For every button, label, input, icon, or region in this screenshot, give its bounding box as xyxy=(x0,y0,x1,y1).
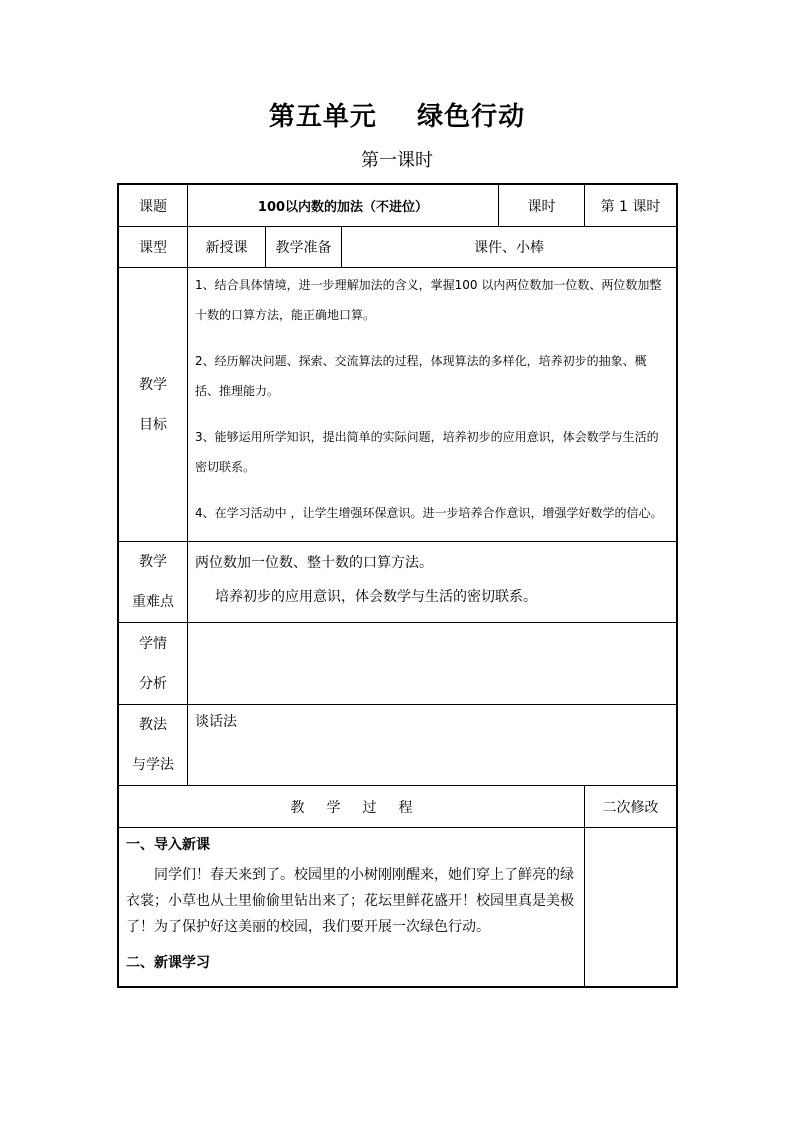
objectives-row xyxy=(119,268,676,542)
keypoints-label xyxy=(119,542,188,622)
topic-label: 课题 xyxy=(119,185,188,226)
analysis-row xyxy=(119,623,676,705)
method-label xyxy=(119,705,188,785)
unit-title: 第五单元 绿色行动 xyxy=(268,102,526,132)
keypoints-label-line2: 重难点 xyxy=(132,594,174,610)
objectives-label-line1: 教学 xyxy=(139,376,167,393)
objectives-content xyxy=(188,268,676,541)
keypoints-row xyxy=(119,542,676,623)
period-value: 第 1 课时 xyxy=(600,198,661,215)
analysis-content xyxy=(188,623,676,704)
process-label: 教学过程 xyxy=(290,799,435,816)
lesson-type-value: 新授课 xyxy=(188,227,266,267)
revision-content xyxy=(585,828,676,986)
lesson-type-label: 课型 xyxy=(119,227,188,267)
prep-label: 教学准备 xyxy=(266,227,342,267)
prep-value: 课件、小棒 xyxy=(474,240,544,256)
method-row xyxy=(119,705,676,786)
objective-item: 3、能够运用所学知识，提出简单的实际问题，培养初步的应用意识，体会数学与生活的密切联系。 xyxy=(195,430,659,474)
process-content xyxy=(119,828,585,986)
process-header-row xyxy=(119,786,676,828)
topic-value: 100以内数的加法（不进位） xyxy=(188,185,499,226)
analysis-label xyxy=(119,623,188,704)
method-content: 谈话法 xyxy=(195,714,237,730)
keypoints-label-line1: 教学 xyxy=(139,554,167,570)
lesson-subtitle: 第一课时 xyxy=(361,150,433,171)
process-content-row xyxy=(119,828,676,986)
section-new-lesson-title: 二、新课学习 xyxy=(126,955,210,971)
lesson-plan-table xyxy=(117,183,678,988)
objectives-label xyxy=(119,268,188,541)
objective-item: 2、经历解决问题、探索、交流算法的过程，体现算法的多样化，培养初步的抽象、概括、推理能力。 xyxy=(195,354,647,398)
analysis-label-line2: 分析 xyxy=(139,675,167,692)
objective-item: 4、在学习活动中 ，让学生增强环保意识。进一步培养合作意识，增强学好数学的信心。 xyxy=(195,506,663,520)
lesson-type-row xyxy=(119,227,676,268)
keypoints-content xyxy=(188,542,676,622)
period-label: 课时 xyxy=(499,185,585,226)
objective-item: 1、结合具体情境，进一步理解加法的含义，掌握100 以内两位数加一位数、两位数加整十数的口算方法，能正确地口算。 xyxy=(195,278,662,322)
objectives-label-line2: 目标 xyxy=(139,416,167,433)
analysis-label-line1: 学情 xyxy=(139,635,167,652)
revision-label: 二次修改 xyxy=(602,799,659,816)
method-label-line1: 教法 xyxy=(139,717,167,733)
section-intro-text: 同学们！春天来到了。校园里的小树刚刚醒来，她们穿上了鲜亮的绿衣裳；小草也从土里偷偷里钻出来了；花坛里鲜花盛开！校园里真是美极了！为了保护好这美丽的校园，我们要开展一次绿色行动。 xyxy=(126,867,574,935)
keypoint-secondary: 培养初步的应用意识，体会数学与生活的密切联系。 xyxy=(215,589,537,605)
section-intro-title: 一、导入新课 xyxy=(126,837,210,853)
topic-row xyxy=(119,185,676,227)
method-label-line2: 与学法 xyxy=(132,757,174,773)
keypoint-primary: 两位数加一位数、整十数的口算方法。 xyxy=(195,555,433,571)
process-header xyxy=(119,786,585,827)
